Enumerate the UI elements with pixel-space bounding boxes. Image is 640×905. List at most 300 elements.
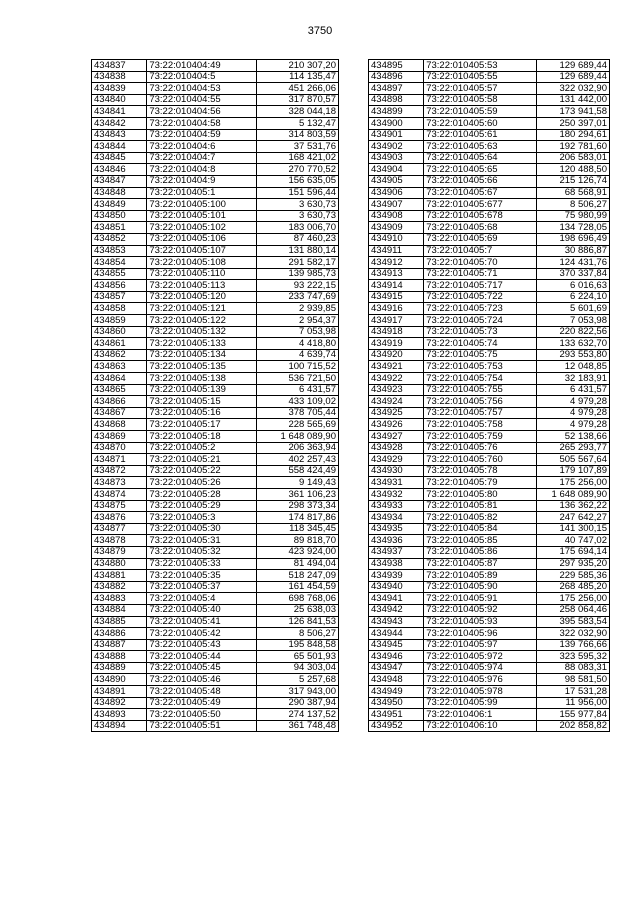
value-cell: 4 979,28	[537, 396, 610, 408]
cadastral-number-cell: 73:22:010405:60	[424, 117, 537, 129]
value-cell: 4 979,28	[537, 407, 610, 419]
table-row	[92, 129, 339, 141]
table-row	[92, 71, 339, 83]
row-number-cell: 434869	[92, 431, 147, 443]
value-cell: 322 032,90	[537, 628, 610, 640]
row-number-cell: 434897	[369, 83, 424, 95]
table-row	[369, 546, 610, 558]
value-cell: 17 531,28	[537, 686, 610, 698]
row-number-cell: 434849	[92, 199, 147, 211]
row-number-cell: 434882	[92, 581, 147, 593]
cadastral-number-cell: 73:22:010405:61	[424, 129, 537, 141]
row-number-cell: 434930	[369, 465, 424, 477]
value-cell: 192 781,60	[537, 141, 610, 153]
row-number-cell: 434932	[369, 488, 424, 500]
cadastral-number-cell: 73:22:010405:92	[424, 604, 537, 616]
table-row	[369, 326, 610, 338]
table-row	[369, 233, 610, 245]
cadastral-number-cell: 73:22:010405:30	[147, 523, 257, 535]
value-cell: 293 553,80	[537, 349, 610, 361]
cadastral-number-cell: 73:22:010405:972	[424, 651, 537, 663]
cadastral-number-cell: 73:22:010405:84	[424, 523, 537, 535]
table-row	[92, 512, 339, 524]
value-cell: 328 044,18	[256, 106, 338, 118]
value-cell: 75 980,99	[537, 210, 610, 222]
cadastral-number-cell: 73:22:010405:85	[424, 535, 537, 547]
value-cell: 131 880,14	[256, 245, 338, 257]
cadastral-number-cell: 73:22:010405:71	[424, 268, 537, 280]
value-cell: 180 294,61	[537, 129, 610, 141]
value-cell: 5 132,47	[256, 117, 338, 129]
value-cell: 229 585,36	[537, 570, 610, 582]
row-number-cell: 434870	[92, 442, 147, 454]
row-number-cell: 434936	[369, 535, 424, 547]
cadastral-number-cell: 73:22:010405:21	[147, 454, 257, 466]
cadastral-number-cell: 73:22:010405:135	[147, 361, 257, 373]
row-number-cell: 434850	[92, 210, 147, 222]
value-cell: 175 256,00	[537, 477, 610, 489]
table-row	[92, 152, 339, 164]
cadastral-number-cell: 73:22:010405:93	[424, 616, 537, 628]
table-row	[369, 338, 610, 350]
cadastral-number-cell: 73:22:010405:7	[424, 245, 537, 257]
row-number-cell: 434892	[92, 697, 147, 709]
table-row	[369, 662, 610, 674]
table-row	[92, 164, 339, 176]
value-cell: 323 595,32	[537, 651, 610, 663]
row-number-cell: 434895	[369, 60, 424, 72]
value-cell: 258 064,46	[537, 604, 610, 616]
cadastral-number-cell: 73:22:010404:53	[147, 83, 257, 95]
table-row	[369, 349, 610, 361]
value-cell: 161 454,59	[256, 581, 338, 593]
table-row	[92, 697, 339, 709]
value-cell: 3 630,73	[256, 199, 338, 211]
table-row	[369, 175, 610, 187]
table-row	[369, 535, 610, 547]
row-number-cell: 434878	[92, 535, 147, 547]
row-number-cell: 434862	[92, 349, 147, 361]
table-row	[369, 257, 610, 269]
cadastral-number-cell: 73:22:010405:723	[424, 303, 537, 315]
value-cell: 265 293,77	[537, 442, 610, 454]
row-number-cell: 434926	[369, 419, 424, 431]
table-row	[369, 117, 610, 129]
table-row	[369, 384, 610, 396]
cadastral-number-cell: 73:22:010405:75	[424, 349, 537, 361]
row-number-cell: 434909	[369, 222, 424, 234]
value-cell: 220 822,56	[537, 326, 610, 338]
cadastral-number-cell: 73:22:010405:722	[424, 291, 537, 303]
row-number-cell: 434848	[92, 187, 147, 199]
table-row	[92, 384, 339, 396]
value-cell: 89 818,70	[256, 535, 338, 547]
cadastral-number-cell: 73:22:010405:40	[147, 604, 257, 616]
row-number-cell: 434893	[92, 709, 147, 721]
value-cell: 8 506,27	[256, 628, 338, 640]
cadastral-number-cell: 73:22:010404:58	[147, 117, 257, 129]
value-cell: 698 768,06	[256, 593, 338, 605]
table-row	[92, 535, 339, 547]
value-cell: 131 442,00	[537, 94, 610, 106]
table-row	[369, 71, 610, 83]
table-row	[369, 187, 610, 199]
value-cell: 423 924,00	[256, 546, 338, 558]
table-row	[369, 454, 610, 466]
table-row	[92, 407, 339, 419]
cadastral-number-cell: 73:22:010405:76	[424, 442, 537, 454]
cadastral-number-cell: 73:22:010405:67	[424, 187, 537, 199]
cadastral-number-cell: 73:22:010405:978	[424, 686, 537, 698]
value-cell: 120 488,50	[537, 164, 610, 176]
row-number-cell: 434935	[369, 523, 424, 535]
row-number-cell: 434913	[369, 268, 424, 280]
row-number-cell: 434900	[369, 117, 424, 129]
table-row	[369, 639, 610, 651]
value-cell: 129 689,44	[537, 60, 610, 72]
row-number-cell: 434921	[369, 361, 424, 373]
value-cell: 68 568,91	[537, 187, 610, 199]
cadastral-number-cell: 73:22:010405:69	[424, 233, 537, 245]
table-row	[92, 233, 339, 245]
cadastral-number-cell: 73:22:010405:63	[424, 141, 537, 153]
table-row	[369, 245, 610, 257]
cadastral-number-cell: 73:22:010405:100	[147, 199, 257, 211]
cadastral-number-cell: 73:22:010405:46	[147, 674, 257, 686]
table-row	[369, 361, 610, 373]
row-number-cell: 434846	[92, 164, 147, 176]
table-row	[369, 268, 610, 280]
cadastral-number-cell: 73:22:010405:17	[147, 419, 257, 431]
cadastral-number-cell: 73:22:010405:96	[424, 628, 537, 640]
right-table	[368, 59, 610, 732]
value-cell: 136 362,22	[537, 500, 610, 512]
table-row	[369, 152, 610, 164]
row-number-cell: 434916	[369, 303, 424, 315]
row-number-cell: 434880	[92, 558, 147, 570]
value-cell: 151 596,44	[256, 187, 338, 199]
table-row	[92, 291, 339, 303]
value-cell: 65 501,93	[256, 651, 338, 663]
row-number-cell: 434914	[369, 280, 424, 292]
cadastral-number-cell: 73:22:010405:758	[424, 419, 537, 431]
cadastral-number-cell: 73:22:010405:73	[424, 326, 537, 338]
table-row	[369, 488, 610, 500]
table-row	[369, 697, 610, 709]
value-cell: 395 583,54	[537, 616, 610, 628]
table-row	[369, 83, 610, 95]
row-number-cell: 434911	[369, 245, 424, 257]
value-cell: 6 016,63	[537, 280, 610, 292]
row-number-cell: 434907	[369, 199, 424, 211]
table-row	[92, 651, 339, 663]
row-number-cell: 434883	[92, 593, 147, 605]
cadastral-number-cell: 73:22:010405:50	[147, 709, 257, 721]
cadastral-number-cell: 73:22:010405:87	[424, 558, 537, 570]
table-row	[92, 326, 339, 338]
row-number-cell: 434934	[369, 512, 424, 524]
cadastral-number-cell: 73:22:010405:49	[147, 697, 257, 709]
row-number-cell: 434929	[369, 454, 424, 466]
value-cell: 378 705,44	[256, 407, 338, 419]
row-number-cell: 434872	[92, 465, 147, 477]
row-number-cell: 434879	[92, 546, 147, 558]
row-number-cell: 434867	[92, 407, 147, 419]
row-number-cell: 434949	[369, 686, 424, 698]
table-row	[92, 187, 339, 199]
row-number-cell: 434919	[369, 338, 424, 350]
cadastral-number-cell: 73:22:010405:717	[424, 280, 537, 292]
table-row	[369, 628, 610, 640]
cadastral-number-cell: 73:22:010405:57	[424, 83, 537, 95]
table-row	[92, 593, 339, 605]
row-number-cell: 434885	[92, 616, 147, 628]
value-cell: 361 748,48	[256, 720, 338, 732]
cadastral-number-cell: 73:22:010405:99	[424, 697, 537, 709]
value-cell: 9 149,43	[256, 477, 338, 489]
cadastral-number-cell: 73:22:010405:120	[147, 291, 257, 303]
row-number-cell: 434922	[369, 373, 424, 385]
cadastral-number-cell: 73:22:010405:122	[147, 315, 257, 327]
cadastral-number-cell: 73:22:010405:82	[424, 512, 537, 524]
cadastral-number-cell: 73:22:010405:33	[147, 558, 257, 570]
cadastral-number-cell: 73:22:010405:101	[147, 210, 257, 222]
cadastral-number-cell: 73:22:010405:55	[424, 71, 537, 83]
cadastral-number-cell: 73:22:010405:974	[424, 662, 537, 674]
cadastral-number-cell: 73:22:010405:79	[424, 477, 537, 489]
cadastral-number-cell: 73:22:010405:756	[424, 396, 537, 408]
value-cell: 3 630,73	[256, 210, 338, 222]
value-cell: 37 531,76	[256, 141, 338, 153]
row-number-cell: 434898	[369, 94, 424, 106]
cadastral-number-cell: 73:22:010405:44	[147, 651, 257, 663]
value-cell: 270 770,52	[256, 164, 338, 176]
value-cell: 11 956,00	[537, 697, 610, 709]
value-cell: 94 303,04	[256, 662, 338, 674]
row-number-cell: 434950	[369, 697, 424, 709]
row-number-cell: 434939	[369, 570, 424, 582]
value-cell: 4 979,28	[537, 419, 610, 431]
value-cell: 175 256,00	[537, 593, 610, 605]
row-number-cell: 434855	[92, 268, 147, 280]
row-number-cell: 434876	[92, 512, 147, 524]
value-cell: 2 954,37	[256, 315, 338, 327]
value-cell: 317 943,00	[256, 686, 338, 698]
value-cell: 88 083,31	[537, 662, 610, 674]
table-row	[369, 222, 610, 234]
cadastral-number-cell: 73:22:010404:6	[147, 141, 257, 153]
table-row	[92, 431, 339, 443]
value-cell: 118 345,45	[256, 523, 338, 535]
value-cell: 12 048,85	[537, 361, 610, 373]
table-row	[369, 129, 610, 141]
table-row	[92, 558, 339, 570]
value-cell: 247 642,27	[537, 512, 610, 524]
row-number-cell: 434845	[92, 152, 147, 164]
row-number-cell: 434888	[92, 651, 147, 663]
table-row	[369, 477, 610, 489]
table-row	[92, 674, 339, 686]
table-row	[92, 581, 339, 593]
table-row	[369, 709, 610, 721]
value-cell: 134 728,05	[537, 222, 610, 234]
value-cell: 202 858,82	[537, 720, 610, 732]
cadastral-number-cell: 73:22:010405:16	[147, 407, 257, 419]
row-number-cell: 434864	[92, 373, 147, 385]
table-row	[369, 616, 610, 628]
value-cell: 291 582,17	[256, 257, 338, 269]
cadastral-number-cell: 73:22:010405:42	[147, 628, 257, 640]
cadastral-number-cell: 73:22:010405:138	[147, 373, 257, 385]
value-cell: 8 506,27	[537, 199, 610, 211]
table-row	[92, 523, 339, 535]
row-number-cell: 434837	[92, 60, 147, 72]
value-cell: 4 639,74	[256, 349, 338, 361]
cadastral-number-cell: 73:22:010405:31	[147, 535, 257, 547]
cadastral-number-cell: 73:22:010405:65	[424, 164, 537, 176]
row-number-cell: 434863	[92, 361, 147, 373]
value-cell: 314 803,59	[256, 129, 338, 141]
cadastral-number-cell: 73:22:010405:976	[424, 674, 537, 686]
table-row	[92, 546, 339, 558]
cadastral-number-cell: 73:22:010405:89	[424, 570, 537, 582]
value-cell: 210 307,20	[256, 60, 338, 72]
row-number-cell: 434851	[92, 222, 147, 234]
row-number-cell: 434873	[92, 477, 147, 489]
table-row	[369, 686, 610, 698]
value-cell: 6 431,57	[256, 384, 338, 396]
row-number-cell: 434840	[92, 94, 147, 106]
row-number-cell: 434858	[92, 303, 147, 315]
row-number-cell: 434841	[92, 106, 147, 118]
row-number-cell: 434854	[92, 257, 147, 269]
value-cell: 25 638,03	[256, 604, 338, 616]
table-row	[92, 488, 339, 500]
table-row	[92, 315, 339, 327]
row-number-cell: 434902	[369, 141, 424, 153]
cadastral-number-cell: 73:22:010405:29	[147, 500, 257, 512]
row-number-cell: 434944	[369, 628, 424, 640]
table-row	[369, 315, 610, 327]
value-cell: 173 941,58	[537, 106, 610, 118]
row-number-cell: 434942	[369, 604, 424, 616]
value-cell: 518 247,09	[256, 570, 338, 582]
value-cell: 558 424,49	[256, 465, 338, 477]
row-number-cell: 434903	[369, 152, 424, 164]
row-number-cell: 434918	[369, 326, 424, 338]
row-number-cell: 434938	[369, 558, 424, 570]
cadastral-number-cell: 73:22:010404:5	[147, 71, 257, 83]
value-cell: 7 053,98	[256, 326, 338, 338]
cadastral-number-cell: 73:22:010405:59	[424, 106, 537, 118]
table-row	[369, 164, 610, 176]
cadastral-number-cell: 73:22:010405:110	[147, 268, 257, 280]
value-cell: 433 109,02	[256, 396, 338, 408]
cadastral-number-cell: 73:22:010405:132	[147, 326, 257, 338]
table-row	[369, 373, 610, 385]
cadastral-number-cell: 73:22:010405:58	[424, 94, 537, 106]
row-number-cell: 434852	[92, 233, 147, 245]
cadastral-number-cell: 73:22:010405:754	[424, 373, 537, 385]
cadastral-number-cell: 73:22:010405:753	[424, 361, 537, 373]
table-row	[92, 465, 339, 477]
table-row	[369, 291, 610, 303]
row-number-cell: 434924	[369, 396, 424, 408]
table-row	[369, 141, 610, 153]
cadastral-number-cell: 73:22:010405:45	[147, 662, 257, 674]
table-row	[369, 720, 610, 732]
value-cell: 129 689,44	[537, 71, 610, 83]
value-cell: 228 565,69	[256, 419, 338, 431]
table-row	[369, 94, 610, 106]
cadastral-number-cell: 73:22:010405:86	[424, 546, 537, 558]
cadastral-number-cell: 73:22:010405:678	[424, 210, 537, 222]
value-cell: 52 138,66	[537, 431, 610, 443]
cadastral-number-cell: 73:22:010405:22	[147, 465, 257, 477]
cadastral-number-cell: 73:22:010404:8	[147, 164, 257, 176]
value-cell: 536 721,50	[256, 373, 338, 385]
value-cell: 250 397,01	[537, 117, 610, 129]
table-row	[92, 686, 339, 698]
table-row	[92, 338, 339, 350]
row-number-cell: 434928	[369, 442, 424, 454]
row-number-cell: 434915	[369, 291, 424, 303]
table-row	[369, 570, 610, 582]
value-cell: 322 032,90	[537, 83, 610, 95]
row-number-cell: 434865	[92, 384, 147, 396]
cadastral-number-cell: 73:22:010405:48	[147, 686, 257, 698]
value-cell: 206 583,01	[537, 152, 610, 164]
table-row	[369, 106, 610, 118]
cadastral-number-cell: 73:22:010405:107	[147, 245, 257, 257]
value-cell: 93 222,15	[256, 280, 338, 292]
cadastral-number-cell: 73:22:010405:28	[147, 488, 257, 500]
value-cell: 7 053,98	[537, 315, 610, 327]
value-cell: 5 257,68	[256, 674, 338, 686]
value-cell: 317 870,57	[256, 94, 338, 106]
value-cell: 139 985,73	[256, 268, 338, 280]
table-row	[369, 674, 610, 686]
row-number-cell: 434917	[369, 315, 424, 327]
cadastral-number-cell: 73:22:010405:724	[424, 315, 537, 327]
row-number-cell: 434904	[369, 164, 424, 176]
cadastral-number-cell: 73:22:010405:81	[424, 500, 537, 512]
value-cell: 198 696,49	[537, 233, 610, 245]
row-number-cell: 434877	[92, 523, 147, 535]
row-number-cell: 434943	[369, 616, 424, 628]
value-cell: 175 694,14	[537, 546, 610, 558]
value-cell: 156 635,05	[256, 175, 338, 187]
table-row	[92, 83, 339, 95]
value-cell: 87 460,23	[256, 233, 338, 245]
cadastral-number-cell: 73:22:010405:18	[147, 431, 257, 443]
table-row	[92, 117, 339, 129]
cadastral-number-cell: 73:22:010405:32	[147, 546, 257, 558]
value-cell: 139 766,66	[537, 639, 610, 651]
row-number-cell: 434859	[92, 315, 147, 327]
row-number-cell: 434905	[369, 175, 424, 187]
cadastral-number-cell: 73:22:010404:59	[147, 129, 257, 141]
row-number-cell: 434871	[92, 454, 147, 466]
cadastral-number-cell: 73:22:010404:9	[147, 175, 257, 187]
value-cell: 233 747,69	[256, 291, 338, 303]
cadastral-number-cell: 73:22:010406:1	[424, 709, 537, 721]
cadastral-number-cell: 73:22:010405:755	[424, 384, 537, 396]
table-row	[92, 141, 339, 153]
value-cell: 114 135,47	[256, 71, 338, 83]
cadastral-number-cell: 73:22:010405:41	[147, 616, 257, 628]
row-number-cell: 434948	[369, 674, 424, 686]
